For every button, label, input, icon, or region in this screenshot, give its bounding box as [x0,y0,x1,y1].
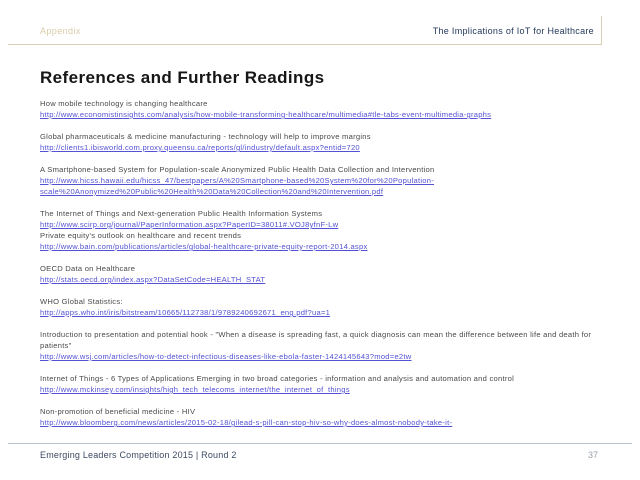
page-number: 37 [587,450,598,460]
header-section-label: Appendix [40,26,81,36]
reference-text: Introduction to presentation and potential hook - "When a disease is spreading fast, a quick diagnosis can mean the difference between life and death for patients" [40,330,592,350]
reference-link[interactable]: http://apps.who.int/iris/bitstream/10665/112738/1/9789240692671_eng.pdf?ua=1 [40,308,331,317]
reference-entry [40,98,612,120]
reference-link[interactable]: http://www.scirp.org/journal/PaperInformation.aspx?PaperID=38011#.VOJ8yfnF-Lw [40,220,339,229]
references-list [40,98,612,439]
reference-link[interactable]: http://www.hicss.hawaii.edu/hicss_47/bestpapers/A%20Smartphone-based%20System%20for%20Population-scale%20Anonymized%20Public%20Health%20Data%20Collection%20and%20Intervention.pdf [40,176,435,196]
reference-text: How mobile technology is changing healthcare [40,99,208,108]
reference-link[interactable]: http://clients1.ibisworld.com.proxy.queensu.ca/reports/gl/industry/default.aspx?entid=720 [40,143,360,152]
reference-entry [40,406,612,428]
reference-link[interactable]: http://www.bain.com/publications/articles/global-healthcare-private-equity-report-2014.aspx [40,242,368,251]
reference-link[interactable]: http://www.economistinsights.com/analysis/how-mobile-transforming-healthcare/multimedia#tle-tabs-event-multimedia-graphs [40,110,492,119]
page-title: References and Further Readings [40,68,325,87]
reference-link[interactable]: http://www.mckinsey.com/insights/high_tech_telecoms_internet/the_internet_of_things [40,385,350,394]
reference-entry [40,373,612,395]
footer-text: Emerging Leaders Competition 2015 | Round 2 [40,450,237,460]
reference-text: Internet of Things - 6 Types of Applications Emerging in two broad categories - information and analysis and automation and control [40,374,515,383]
reference-entry [40,208,612,252]
reference-entry [40,131,612,153]
footer-divider [8,443,632,444]
reference-text: A Smartphone-based System for Population-scale Anonymized Public Health Data Collection and Intervention [40,165,435,174]
reference-text: Non-promotion of beneficial medicine - HIV [40,407,196,416]
reference-link[interactable]: http://www.bloomberg.com/news/articles/2015-02-18/gilead-s-pill-can-stop-hiv-so-why-does-almost-nobody-take-it- [40,418,453,427]
reference-link[interactable]: http://stats.oecd.org/index.aspx?DataSetCode=HEALTH_STAT [40,275,266,284]
reference-text: Global pharmaceuticals & medicine manufacturing - technology will help to improve margins [40,132,371,141]
reference-entry [40,263,612,285]
header-divider [8,44,602,45]
reference-text: WHO Global Statistics: [40,297,123,306]
reference-entry [40,164,612,197]
reference-text: The Internet of Things and Next-generation Public Health Information Systems [40,209,323,218]
header-corner-line [601,16,602,45]
reference-text: Private equity's outlook on healthcare and recent trends [40,231,242,240]
reference-text: OECD Data on Healthcare [40,264,136,273]
reference-entry [40,329,612,362]
reference-link[interactable]: http://www.wsj.com/articles/how-to-detect-infectious-diseases-like-ebola-faster-1424145643?mod=e2tw [40,352,412,361]
reference-entry [40,296,612,318]
header-title: The Implications of IoT for Healthcare [432,26,594,36]
